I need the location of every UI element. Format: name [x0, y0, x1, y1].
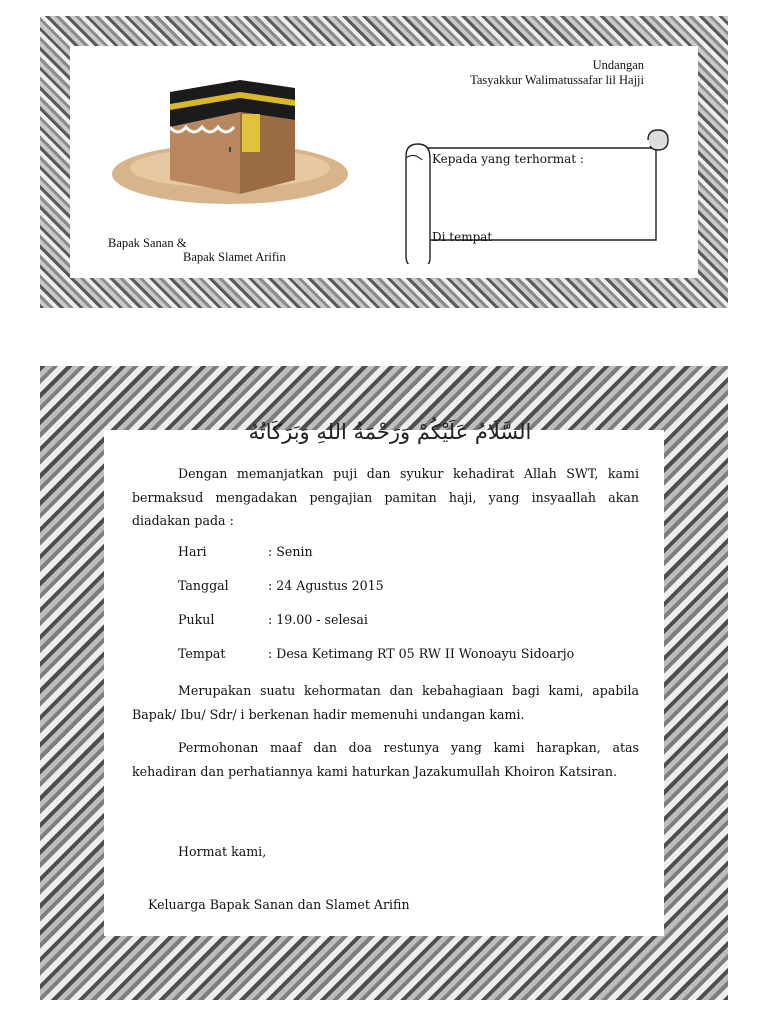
honor-paragraph: Merupakan suatu kehormatan dan kebahagiaan bagi kami, apabila Bapak/ Ibu/ Sdr/ i berkenan hadir memenuhi undangan kami.: [132, 683, 639, 722]
invitation-header: [470, 58, 644, 88]
header-title: Undangan: [592, 58, 644, 72]
signature: Keluarga Bapak Sanan dan Slamet Arifin: [148, 897, 410, 912]
recipient-place: Di tempat: [432, 230, 493, 244]
sender-line-2: Bapak Slamet Arifin: [183, 250, 286, 264]
detail-row-place: [178, 646, 574, 661]
detail-row-day: [178, 544, 313, 559]
detail-value: : 19.00 - selesai: [268, 612, 368, 627]
detail-label: Tanggal: [178, 578, 229, 593]
detail-label: Hari: [178, 544, 207, 559]
detail-label: Pukul: [178, 612, 215, 627]
opening-paragraph: Dengan memanjatkan puji dan syukur kehadirat Allah SWT, kami bermaksud mengadakan pengajian pamitan haji, yang insyaallah akan diadakan pada :: [132, 466, 639, 528]
detail-value: : 24 Agustus 2015: [268, 578, 384, 593]
sender-line-1: Bapak Sanan &: [108, 236, 187, 250]
detail-row-time: [178, 612, 368, 627]
closing-text: Hormat kami,: [178, 844, 267, 859]
detail-row-date: [178, 578, 384, 593]
header-subtitle: Tasyakkur Walimatussafar lil Hajji: [470, 73, 644, 87]
detail-value: : Senin: [268, 544, 313, 559]
detail-label: Tempat: [178, 646, 226, 661]
kaaba-illustration: [110, 62, 350, 212]
detail-value: : Desa Ketimang RT 05 RW II Wonoayu Sidoarjo: [268, 646, 575, 661]
arabic-greeting: السَّلَامُ عَلَيْكُمْ وَرَحْمَةُ اللهِ وَبَرَكَاتُهُ: [248, 420, 532, 444]
apology-paragraph: Permohonan maaf dan doa restunya yang kami harapkan, atas kehadiran dan perhatiannya kami haturkan Jazakumullah Khoiron Katsiran.: [132, 740, 639, 779]
recipient-to: Kepada yang terhormat :: [432, 152, 584, 166]
